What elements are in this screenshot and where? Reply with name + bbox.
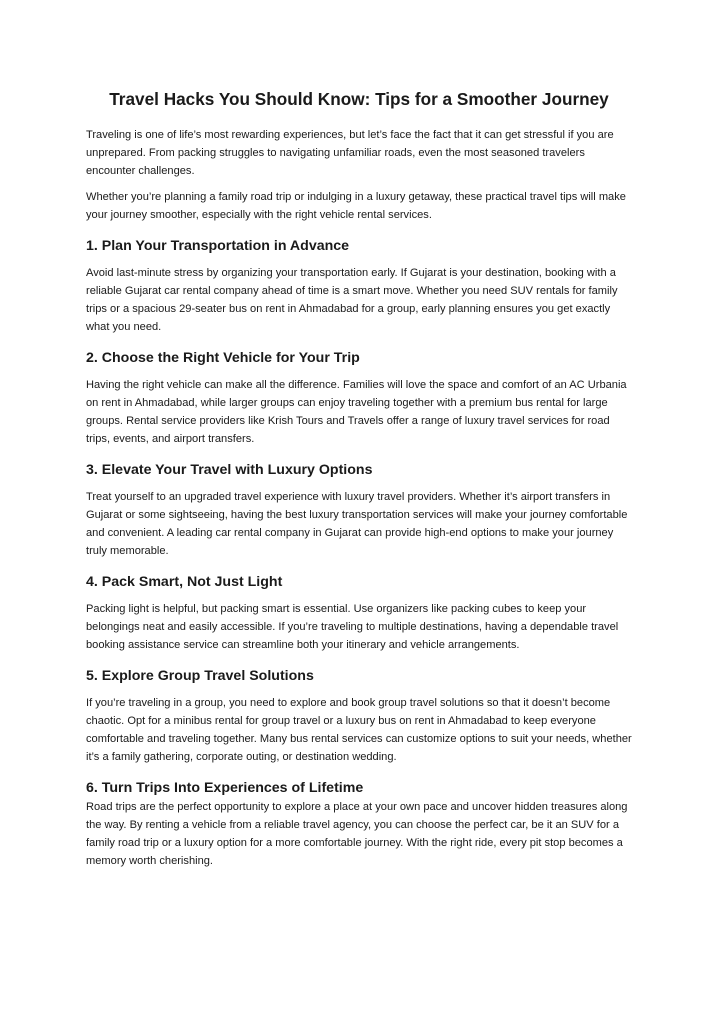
section-body-3: Treat yourself to an upgraded travel experience with luxury travel providers. Whether it’s airport transfers in Gujarat or some sightseeing, having the best luxury transportation services will make your journey comfortable and convenient. A leading car rental company in Gujarat can provide high-end options to make your journey truly memorable. bbox=[86, 491, 628, 557]
document-title: Travel Hacks You Should Know: Tips for a Smoother Journey bbox=[109, 89, 609, 109]
section-body-6: Road trips are the perfect opportunity to explore a place at your own pace and uncover hidden treasures along the way. By renting a vehicle from a reliable travel agency, you can choose the perfect car, be it an SUV for a family road trip or a luxury option for a more comfortable journey. With the right ride, every pit stop becomes a memory worth cherishing. bbox=[86, 801, 628, 867]
section-heading-6: 6. Turn Trips Into Experiences of Lifetime bbox=[86, 780, 364, 796]
section-body-2: Having the right vehicle can make all the difference. Families will love the space and comfort of an AC Urbania on rent in Ahmadabad, while larger groups can enjoy traveling together with a premium bus rental for large groups. Rental service providers like Krish Tours and Travels offer a range of luxury travel services for road trips, events, and airport transfers. bbox=[86, 379, 627, 445]
section-body-5: If you’re traveling in a group, you need to explore and book group travel solutions so that it doesn’t become chaotic. Opt for a minibus rental for group travel or a luxury bus on rent in Ahmadabad to keep everyone comfortable and traveling together. Many bus rental services can customize options to suit your needs, whether it’s a family gathering, corporate outing, or destination wedding. bbox=[86, 697, 632, 763]
section-body-4: Packing light is helpful, but packing smart is essential. Use organizers like packing cubes to keep your belongings neat and easily accessible. If you’re traveling to multiple destinations, having a dependable travel booking assistance service can streamline both your itinerary and vehicle arrangements. bbox=[86, 603, 619, 651]
section-heading-5: 5. Explore Group Travel Solutions bbox=[86, 668, 314, 684]
intro-paragraph-1: Traveling is one of life’s most rewarding experiences, but let’s face the fact that it can get stressful if you are unprepared. From packing struggles to navigating unfamiliar roads, even the most seasoned travelers encounter challenges. bbox=[86, 129, 614, 177]
document-page bbox=[86, 86, 632, 878]
section-body-1: Avoid last-minute stress by organizing your transportation early. If Gujarat is your destination, booking with a reliable Gujarat car rental company ahead of time is a smart move. Whether you need SUV rentals for family trips or a spacious 29-seater bus on rent in Ahmadabad for a group, early planning ensures you get exactly what you need. bbox=[86, 267, 618, 333]
section-heading-4: 4. Pack Smart, Not Just Light bbox=[86, 574, 283, 590]
section-heading-1: 1. Plan Your Transportation in Advance bbox=[86, 238, 350, 254]
section-heading-2: 2. Choose the Right Vehicle for Your Trip bbox=[86, 350, 360, 366]
section-heading-3: 3. Elevate Your Travel with Luxury Options bbox=[86, 462, 373, 478]
intro-paragraph-2: Whether you’re planning a family road trip or indulging in a luxury getaway, these practical travel tips will make your journey smoother, especially with the right vehicle rental services. bbox=[86, 191, 626, 221]
